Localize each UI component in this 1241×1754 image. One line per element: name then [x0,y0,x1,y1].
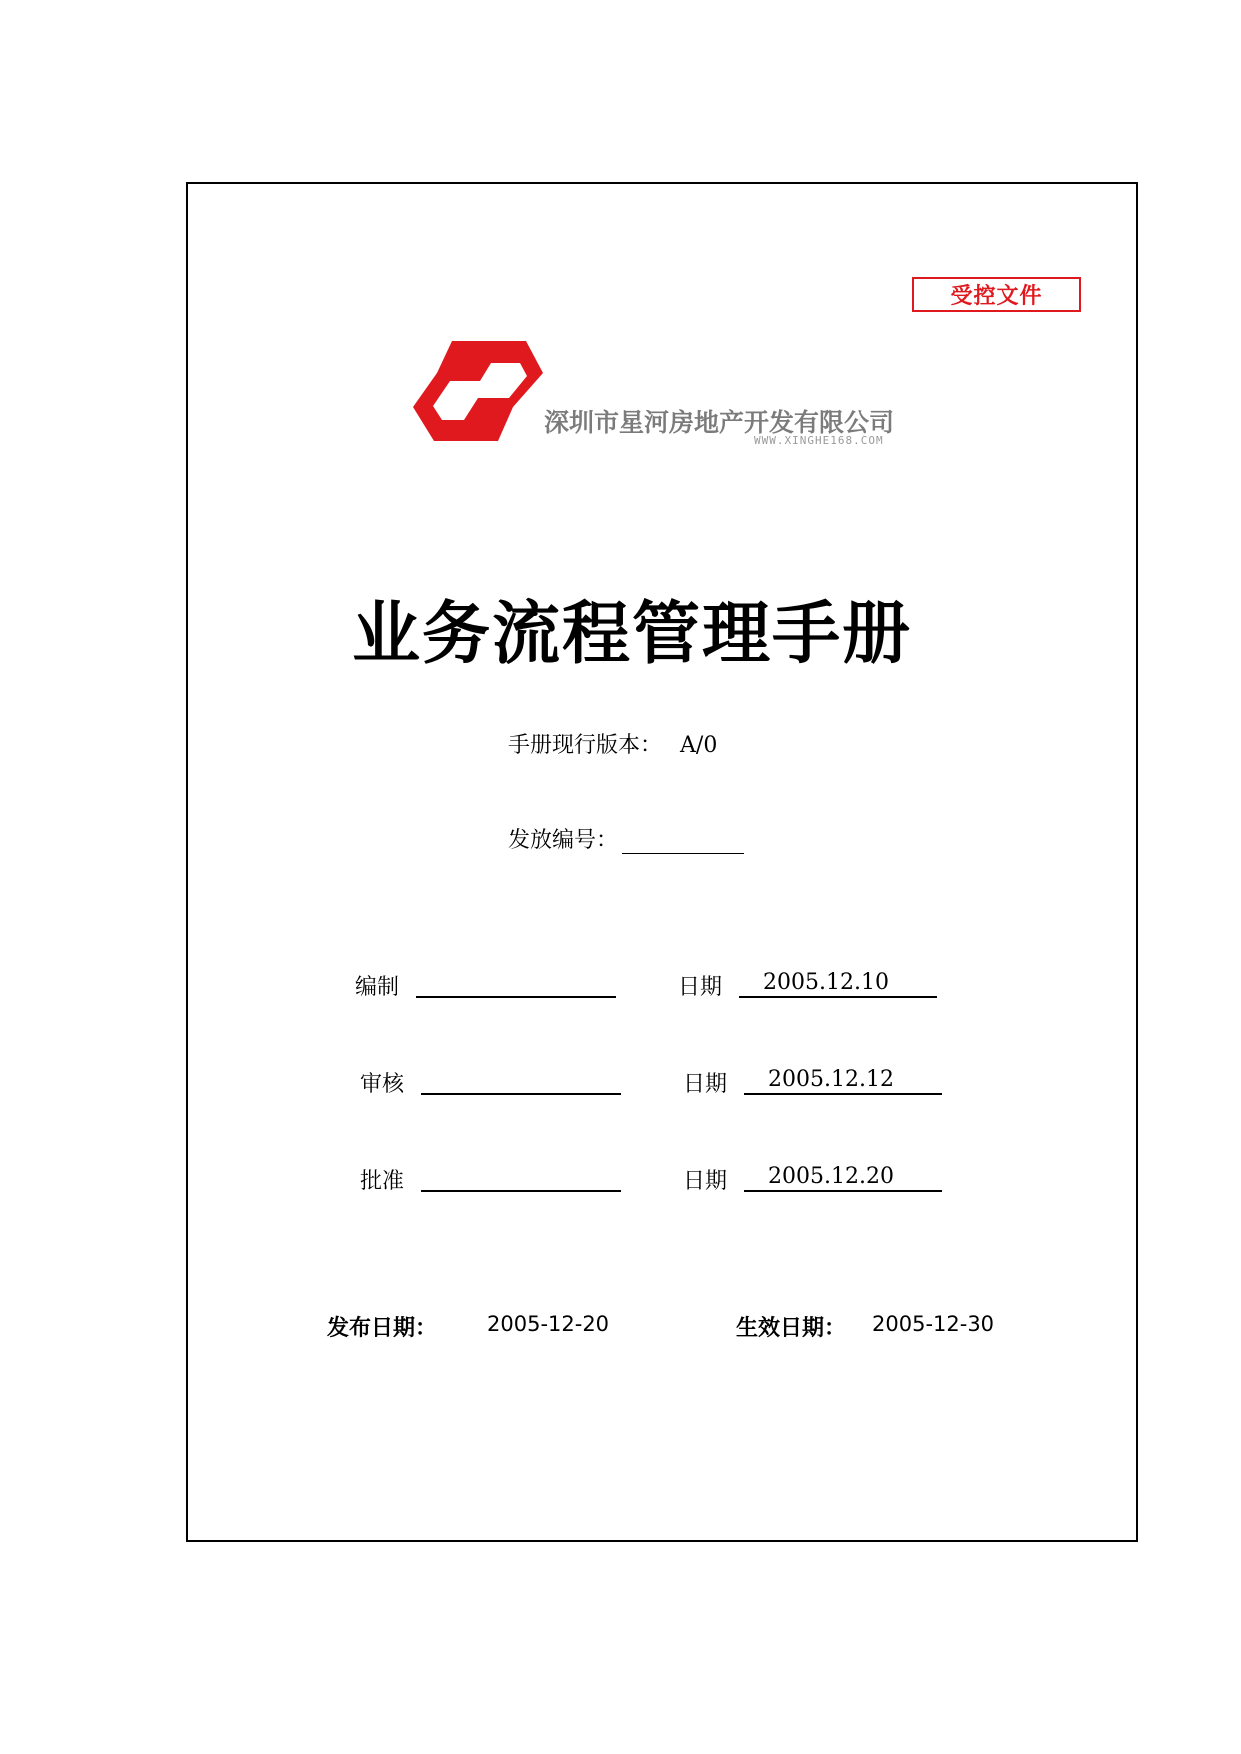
reviewed-by-label: 审核 [360,1072,405,1097]
compiled-date: 2005.12.10 [739,968,937,998]
version-value: A/0 [680,733,718,758]
controlled-document-stamp: 受控文件 [912,277,1081,312]
approved-by-signature-field[interactable] [421,1190,621,1192]
red-hexagon-logo-icon [412,340,544,442]
effective-date-label: 生效日期： [736,1316,847,1341]
compiled-date-label: 日期 [678,975,723,1000]
compiled-by-signature-field[interactable] [416,996,616,998]
issue-number-field[interactable] [622,831,744,854]
reviewed-date: 2005.12.12 [744,1065,942,1095]
page-title: 业务流程管理手册 [352,595,913,674]
approved-date: 2005.12.20 [744,1162,942,1192]
company-name: 深圳市星河房地产开发有限公司 [544,408,895,437]
reviewed-date-label: 日期 [683,1072,728,1097]
publish-date: 2005-12-20 [487,1312,610,1336]
version-label: 手册现行版本： [508,733,663,758]
approved-by-label: 批准 [360,1169,405,1194]
manual-version [508,728,717,759]
effective-date: 2005-12-30 [872,1312,995,1336]
publish-date-label: 发布日期： [327,1316,438,1341]
approved-date-label: 日期 [683,1169,728,1194]
company-url: WWW.XINGHE168.COM [754,434,884,447]
compiled-by-label: 编制 [355,975,400,1000]
reviewed-by-signature-field[interactable] [421,1093,621,1095]
issue-number [508,823,744,854]
issue-number-label: 发放编号： [508,828,619,853]
